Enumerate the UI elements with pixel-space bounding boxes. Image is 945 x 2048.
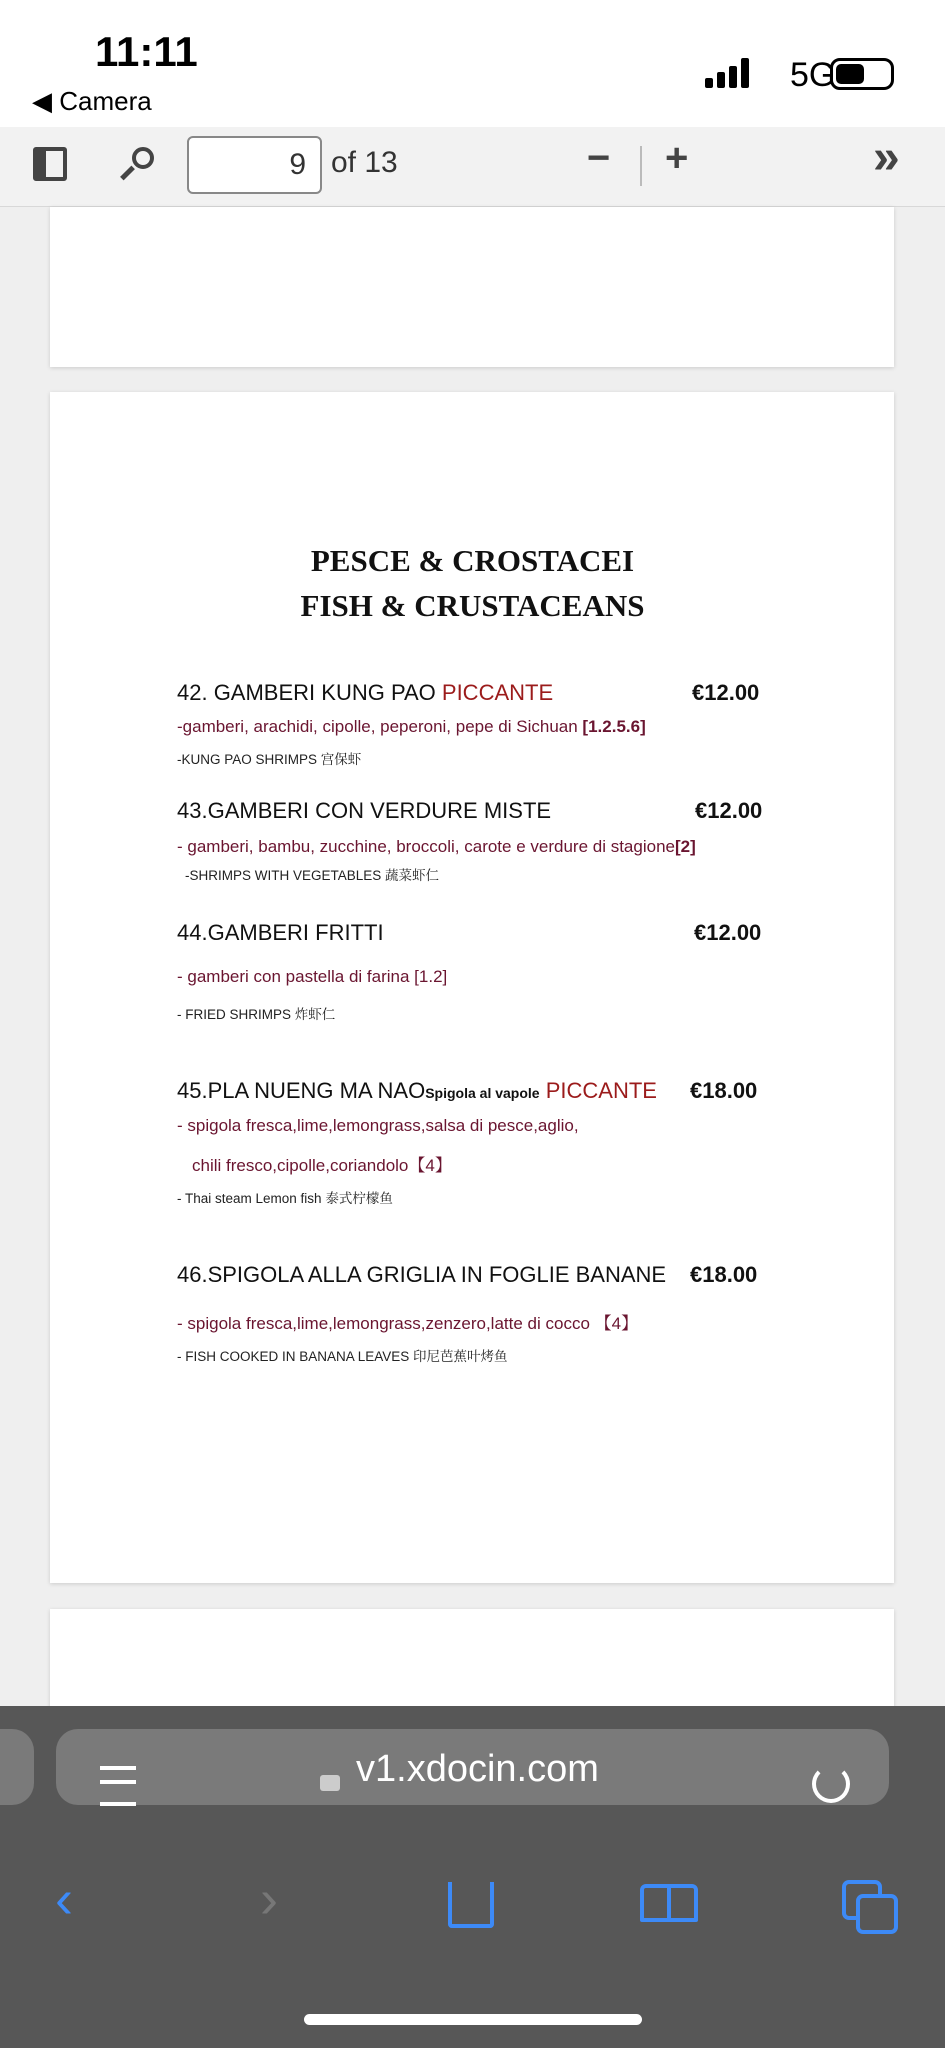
item-name: 42. GAMBERI KUNG PAO PICCANTE xyxy=(177,680,554,705)
item-sub: - FISH COOKED IN BANANA LEAVES 印尼芭蕉叶烤鱼 xyxy=(177,1349,508,1364)
pdf-page-next xyxy=(50,1609,894,1709)
item-sub: -KUNG PAO SHRIMPS 宫保虾 xyxy=(177,752,362,767)
menu-title-it: PESCE & CROSTACEI xyxy=(310,543,635,578)
item-price: €18.00 xyxy=(690,1262,758,1287)
bookmarks-icon[interactable] xyxy=(640,1884,698,1922)
divider xyxy=(640,146,642,186)
item-price: €12.00 xyxy=(694,920,762,945)
url-text[interactable]: v1.xdocin.com xyxy=(356,1748,599,1790)
item-price: €12.00 xyxy=(695,798,763,823)
item-desc: - spigola fresca,lime,lemongrass,zenzero,latte di cocco 【4】 xyxy=(177,1314,639,1333)
item-desc: - spigola fresca,lime,lemongrass,salsa di pesce,aglio, xyxy=(177,1116,579,1135)
item-name: 46.SPIGOLA ALLA GRIGLIA IN FOGLIE BANANE xyxy=(177,1262,667,1287)
clock: 11:11 xyxy=(95,28,198,75)
item-desc: - gamberi, bambu, zucchine, broccoli, carote e verdure di stagione[2] xyxy=(177,837,696,856)
item-name: 43.GAMBERI CON VERDURE MISTE xyxy=(177,798,552,823)
item-price: €18.00 xyxy=(690,1078,758,1103)
spicy-label: PICCANTE xyxy=(441,680,554,705)
share-icon[interactable] xyxy=(448,1882,494,1928)
back-icon[interactable]: ‹ xyxy=(55,1869,73,1929)
search-icon[interactable] xyxy=(120,147,154,181)
page-number-input[interactable]: 9 xyxy=(187,136,322,194)
item-sub: - FRIED SHRIMPS 炸虾仁 xyxy=(177,1007,336,1022)
battery-icon xyxy=(830,58,894,90)
home-indicator[interactable] xyxy=(304,2014,642,2025)
back-to-camera[interactable]: ◀ Camera xyxy=(32,86,152,116)
reader-icon[interactable] xyxy=(100,1766,136,1806)
item-sub: -SHRIMPS WITH VEGETABLES 蔬菜虾仁 xyxy=(185,868,440,883)
previous-tab-pill[interactable] xyxy=(0,1729,34,1805)
more-chevron-icon[interactable]: » xyxy=(873,131,900,184)
signal-icon xyxy=(705,58,749,88)
item-name: 44.GAMBERI FRITTI xyxy=(177,920,384,945)
item-desc-cont: chili fresco,cipolle,coriandolo【4】 xyxy=(192,1156,452,1175)
menu-title-en: FISH & CRUSTACEANS xyxy=(300,588,645,623)
reload-icon[interactable] xyxy=(812,1765,850,1803)
sidebar-toggle-icon[interactable] xyxy=(33,147,67,181)
page-total: of 13 xyxy=(331,146,398,179)
item-desc: -gamberi, arachidi, cipolle, peperoni, pepe di Sichuan [1.2.5.6] xyxy=(177,717,646,736)
network-type: 5G xyxy=(790,56,836,94)
forward-icon[interactable]: › xyxy=(260,1869,278,1929)
lock-icon xyxy=(320,1775,340,1791)
item-desc: - gamberi con pastella di farina [1.2] xyxy=(177,967,448,986)
pdf-page-previous xyxy=(50,207,894,367)
item-price: €12.00 xyxy=(692,680,760,705)
tabs-icon-back xyxy=(856,1894,898,1934)
zoom-in-button[interactable]: + xyxy=(665,136,689,180)
item-name: 45.PLA NUENG MA NAOSpigola al vapole PICCANTE xyxy=(177,1078,657,1103)
zoom-out-button[interactable]: − xyxy=(587,136,611,180)
item-sub: - Thai steam Lemon fish 泰式柠檬鱼 xyxy=(177,1191,393,1206)
